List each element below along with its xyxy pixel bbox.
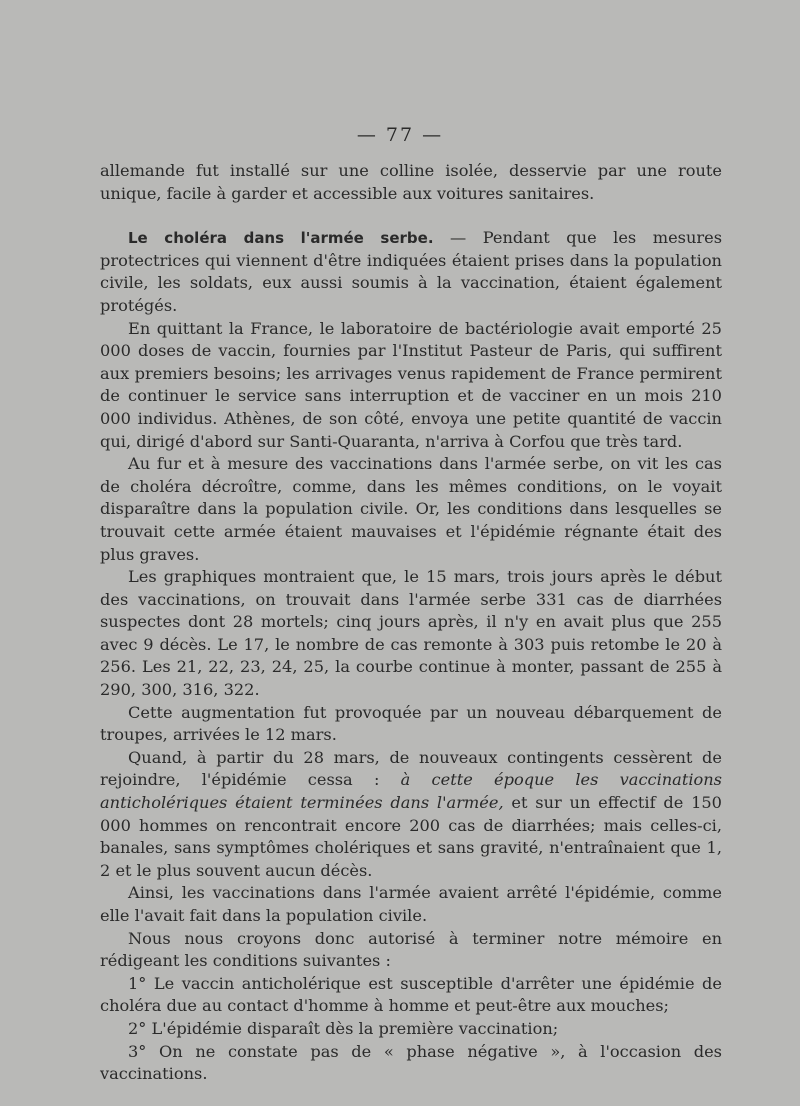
page-number: — 77 — bbox=[356, 124, 444, 146]
paragraph-decline: Au fur et à mesure des vaccinations dans l'armée serbe, on vit les cas de choléra décroître, comme, dans les mêmes conditions, on le voyait disparaître dans la population civile. Or, les conditions dans lesquelles se trouvait cette armée étaient mauvaises et l'épidémie régnante était des plus graves. bbox=[100, 454, 722, 564]
condition-item-2: 2° L'épidémie disparaît dès la première vaccination; bbox=[128, 1018, 559, 1038]
paragraph-graphs: Les graphiques montraient que, le 15 mars, trois jours après le début des vaccinations, on trouvait dans l'armée serbe 331 cas de diarrhées suspectes dont 28 mortels; cinq jours après, il n'y en avait plus que 255 avec 9 décès. Le 17, le nombre de cas remonte à 303 puis retombe le 20 à 256. Les 21, 22, 23, 24, 25, la courbe continue à monter, passant de 255 à 290, 300, 316, 322. bbox=[100, 567, 722, 700]
condition-item-1: 1° Le vaccin anticholérique est susceptible d'arrêter une épidémie de choléra due au contact d'homme à homme et peut-être aux mouches; bbox=[100, 973, 722, 1016]
paragraph-continuation: allemande fut installé sur une colline isolée, desservie par une route unique, facile à garder et accessible aux voitures sanitaires. bbox=[100, 161, 722, 203]
paragraph-section-intro bbox=[100, 227, 722, 317]
paragraph-conditions-intro: Nous nous croyons donc autorisé à terminer notre mémoire en rédigeant les conditions suivantes : bbox=[100, 928, 722, 971]
paragraph-end-epidemic bbox=[100, 747, 722, 883]
paragraph-increase: Cette augmentation fut provoquée par un nouveau débarquement de troupes, arrivées le 12 mars. bbox=[100, 702, 722, 745]
paragraph-vaccine-supply: En quittant la France, le laboratoire de bactériologie avait emporté 25 000 doses de vaccin, fournies par l'Institut Pasteur de Paris, qui suffirent aux premiers besoins; les arrivages venus rapidement de France permirent de continuer le service sans interruption et de vacciner en un mois 210 000 individus. Athènes, de son côté, envoya une petite quantité de vaccin qui, dirigé d'abord sur Santi-Quaranta, n'arriva à Corfou que très tard. bbox=[100, 318, 722, 451]
section-heading: Le choléra dans l'armée serbe. bbox=[128, 229, 434, 248]
paragraph-conclusion: Ainsi, les vaccinations dans l'armée avaient arrêté l'épidémie, comme elle l'avait fait dans la population civile. bbox=[100, 883, 722, 925]
body-text bbox=[100, 160, 722, 1086]
end-epidemic-text-b: et sur un effectif de 150 000 hommes on rencontrait encore 200 cas de diarrhées; mais celles-ci, banales, sans symptômes cholériques et sans gravité, n'entraînaient que 1, 2 et le plus souvent aucun décès. bbox=[100, 793, 722, 880]
condition-item-3: 3° On ne constate pas de « phase négative », à l'occasion des vaccinations. bbox=[100, 1041, 722, 1084]
end-epidemic-italic: à cette époque les vaccinations anticholériques étaient terminées dans l'armée, bbox=[100, 770, 722, 813]
end-epidemic-text-a: Quand, à partir du 28 mars, de nouveaux contingents cessèrent de rejoindre, l'épidémie cessa : bbox=[100, 747, 722, 790]
section-intro-text: — Pendant que les mesures protectrices qui viennent d'être indiquées étaient prises dans la population civile, les soldats, eux aussi soumis à la vaccination, étaient également protégés. bbox=[100, 228, 723, 315]
